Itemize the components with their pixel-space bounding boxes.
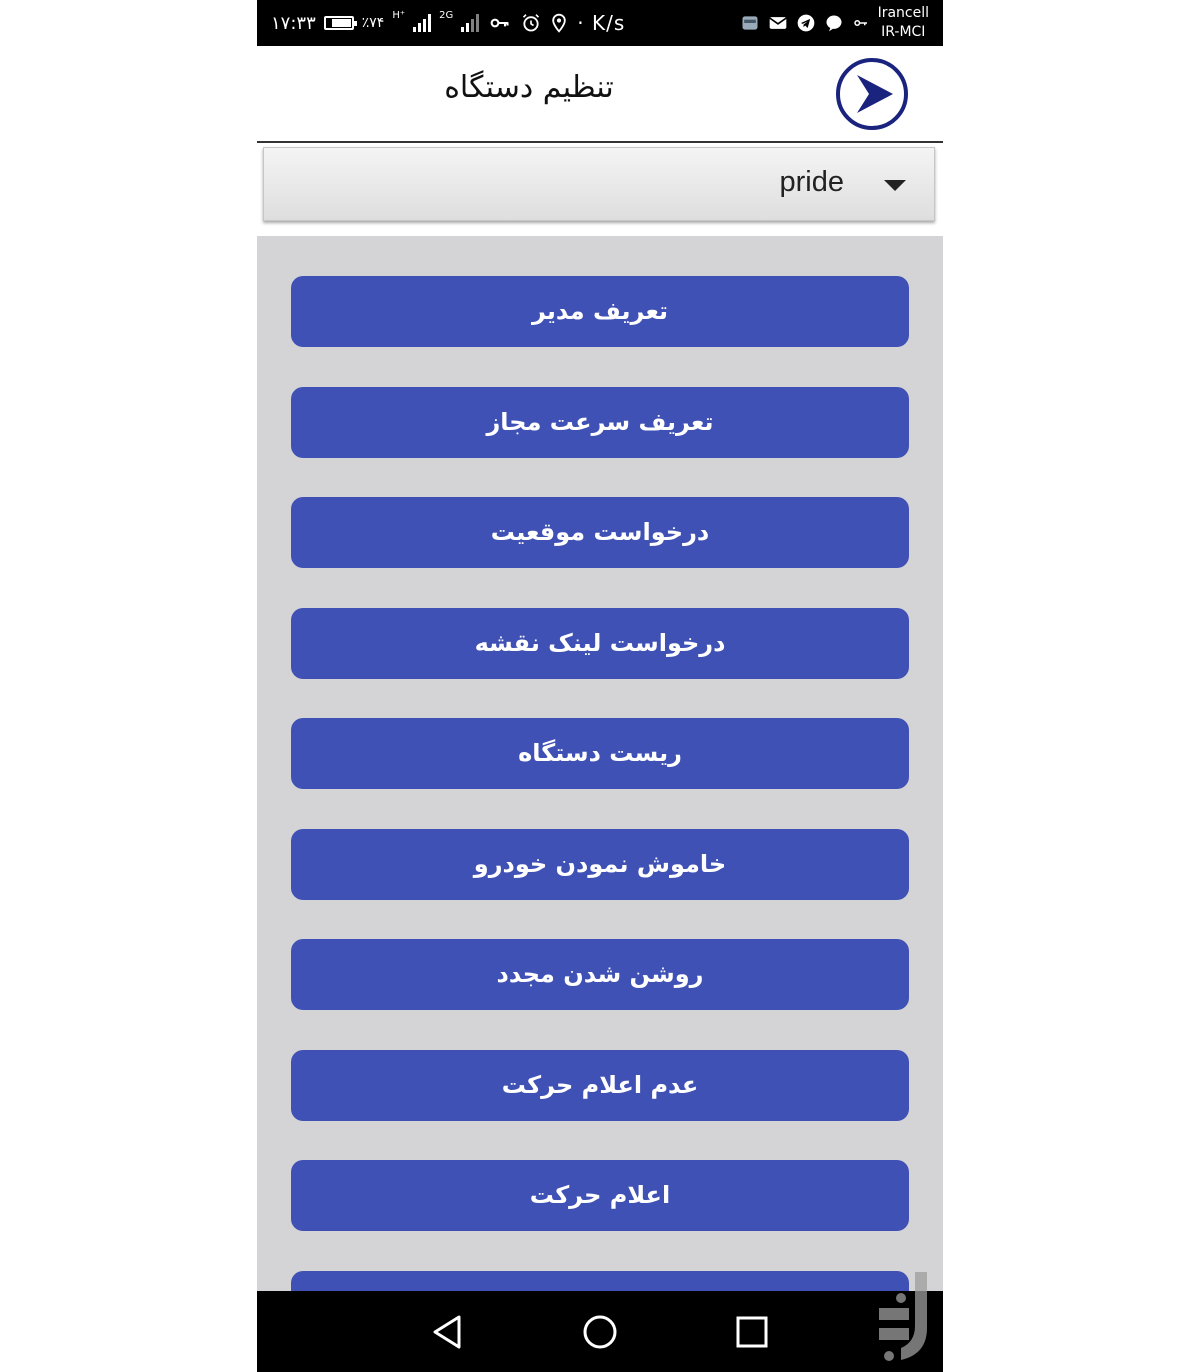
location-icon <box>549 13 569 33</box>
reset-device-button[interactable]: ریست دستگاه <box>291 718 909 789</box>
status-right-group <box>740 0 929 46</box>
triangle-back-icon[interactable] <box>427 1311 469 1353</box>
mail-icon <box>768 13 788 33</box>
turn-on-again-button[interactable]: روشن شدن مجدد <box>291 939 909 1010</box>
vpn-key-small-icon <box>852 13 870 33</box>
vpn-key-icon <box>487 13 513 33</box>
store-logo-watermark-icon <box>875 1268 939 1368</box>
request-map-link-button[interactable]: درخواست لینک نقشه <box>291 608 909 679</box>
network-type-2g: 2G <box>439 10 454 21</box>
carrier-1: Irancell <box>877 5 929 21</box>
signal-icon <box>413 14 431 32</box>
device-select-dropdown[interactable] <box>263 147 935 221</box>
status-bar <box>257 0 943 46</box>
page-title: تنظیم دستگاه <box>444 70 614 105</box>
define-admin-button[interactable]: تعریف مدیر <box>291 276 909 347</box>
telegram-icon <box>796 13 816 33</box>
square-recents-icon[interactable] <box>731 1311 773 1353</box>
commands-panel <box>257 236 943 1291</box>
dropdown-arrow-icon <box>884 180 906 191</box>
battery-percent: ٪۷۴ <box>361 15 385 31</box>
disable-motion-alert-button[interactable]: عدم اعلام حرکت <box>291 1050 909 1121</box>
enable-motion-alert-button[interactable]: اعلام حرکت <box>291 1160 909 1231</box>
alarm-icon <box>521 13 541 33</box>
circle-home-icon[interactable] <box>579 1311 621 1353</box>
device-select-value: pride <box>779 166 844 198</box>
request-location-button[interactable]: درخواست موقعیت <box>291 497 909 568</box>
phone-screen <box>257 0 943 1372</box>
carrier-2: IR-MCI <box>881 24 926 40</box>
network-type-h: H⁺ <box>392 10 406 21</box>
status-left-group <box>271 0 625 46</box>
arrow-right-circle-icon[interactable] <box>835 57 909 131</box>
turn-off-vehicle-button[interactable]: خاموش نمودن خودرو <box>291 829 909 900</box>
app-header <box>257 46 943 143</box>
define-speed-limit-button[interactable]: تعریف سرعت مجاز <box>291 387 909 458</box>
battery-icon <box>324 16 354 30</box>
signal-icon-2 <box>461 14 479 32</box>
next-command-button[interactable] <box>291 1271 909 1292</box>
navigation-bar <box>257 1291 943 1372</box>
carrier-names <box>878 4 929 42</box>
app-notification-icon <box>740 13 760 33</box>
chat-bubble-icon <box>824 13 844 33</box>
status-time: ۱۷:۳۳ <box>271 12 316 34</box>
network-speed: · K/s <box>577 11 626 35</box>
command-button-list <box>291 276 909 1291</box>
